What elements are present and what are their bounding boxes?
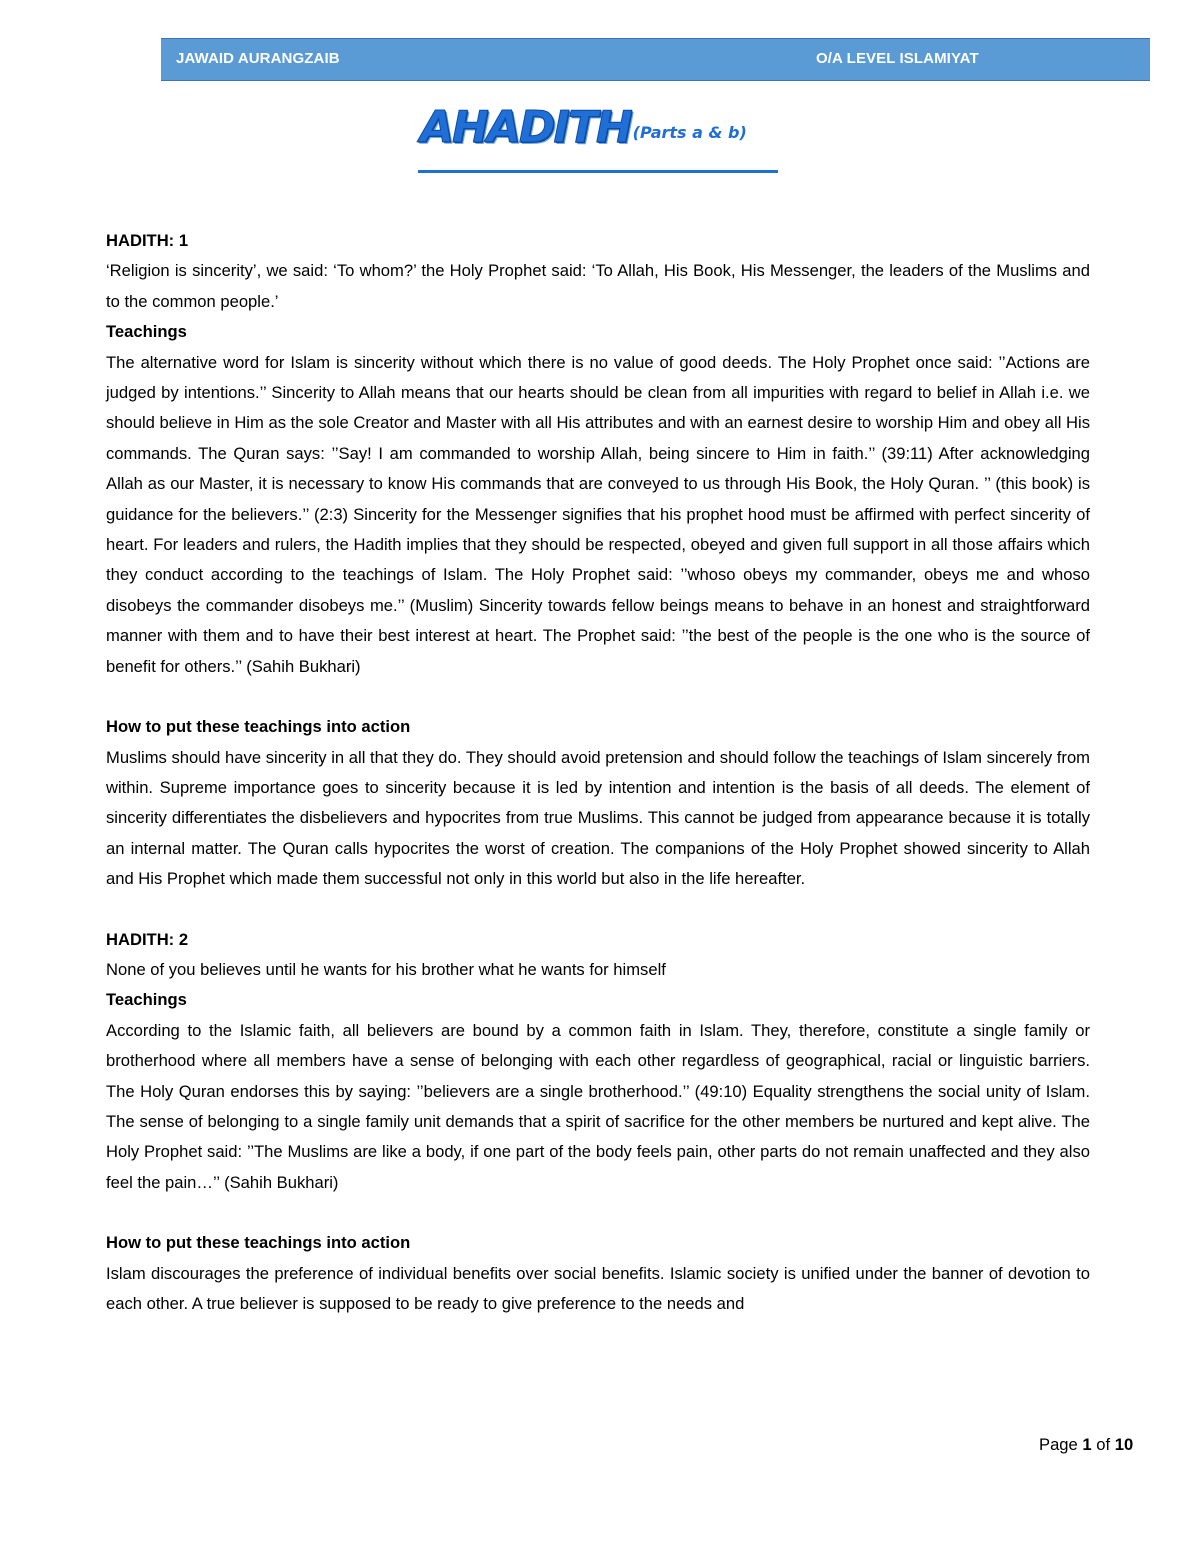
hadith-1-text: ‘Religion is sincerity’, we said: ‘To whom?’ the Holy Prophet said: ‘To Allah, His Book, His Messenger, the leaders of the Muslims and to the common people.’ bbox=[106, 261, 1090, 311]
hadith-1-action-heading: How to put these teachings into action bbox=[106, 717, 411, 737]
hadith-2-action: Islam discourages the preference of individual benefits over social benefits. Islamic society is unified under the banner of devotion to each other. A true believer is supposed to be ready to give preference to the needs and bbox=[106, 1263, 1090, 1313]
header-author: JAWAID AURANGZAIB bbox=[176, 50, 340, 67]
hadith-2-heading: HADITH: 2 bbox=[106, 929, 189, 949]
hadith-2-action-heading: How to put these teachings into action bbox=[106, 1233, 411, 1253]
page-total: 10 bbox=[1114, 1435, 1134, 1454]
hadith-1-section bbox=[106, 226, 1090, 895]
title-main: AHADITH bbox=[420, 102, 631, 153]
spacer bbox=[106, 895, 1090, 925]
header-subject: O/A LEVEL ISLAMIYAT bbox=[816, 50, 979, 67]
spacer bbox=[106, 1198, 1090, 1228]
title-underline bbox=[418, 170, 778, 173]
hadith-1-action: Muslims should have sincerity in all that they do. They should avoid pretension and should follow the teachings of Islam sincerely from within. Supreme importance goes to sincerity because it is led by intention and intention is the basis of all deeds. The element of sincerity differentiates the disbelievers and hypocrites from true Muslims. This cannot be judged from appearance because it is totally an internal matter. The Quran calls hypocrites the worst of creation. The companions of the Holy Prophet showed sincerity to Allah and His Prophet which made them successful not only in this world but also in the life hereafter. bbox=[106, 747, 1090, 889]
hadith-2-section bbox=[106, 925, 1090, 1320]
hadith-2-teachings: According to the Islamic faith, all believers are bound by a common faith in Islam. They, therefore, constitute a single family or brotherhood where all members have a sense of belonging with each other regardless of geographical, racial or linguistic barriers. The Holy Quran endorses this by saying: ’’believers are a single brotherhood.’’ (49:10) Equality strengthens the social unity of Islam. The sense of belonging to a single family unit demands that a spirit of sacrifice for the other members be nurtured and kept alive. The Holy Prophet said: ’’The Muslims are like a body, if one part of the body feels pain, other parts do not remain unaffected and they also feel the pain…’’ (Sahih Bukhari) bbox=[106, 1020, 1090, 1192]
page-current: 1 bbox=[1082, 1435, 1092, 1454]
page-label: Page bbox=[1039, 1435, 1078, 1454]
page-of: of bbox=[1096, 1435, 1111, 1454]
title-sub: (Parts a & b) bbox=[632, 123, 747, 142]
hadith-2-text: None of you believes until he wants for his brother what he wants for himself bbox=[106, 959, 666, 979]
hadith-1-teachings: The alternative word for Islam is sincerity without which there is no value of good deeds. The Holy Prophet once said: ’’Actions are judged by intentions.’’ Sincerity to Allah means that our hearts should be clean from all impurities with regard to belief in Allah i.e. we should believe in Him as the sole Creator and Master with all His attributes and with an earnest desire to worship Him and obey all His commands. The Quran says: ’’Say! I am commanded to worship Allah, being sincere to Him in faith.’’ (39:11) After acknowledging Allah as our Master, it is necessary to know His commands that are conveyed to us through His Book, the Holy Quran. ’’ (this book) is guidance for the believers.’’ (2:3) Sincerity for the Messenger signifies that his prophet hood must be affirmed with perfect sincerity of heart. For leaders and rulers, the Hadith implies that they should be respected, obeyed and given full support in all those affairs which they conduct according to the teachings of Islam. The Holy Prophet said: ’’whoso obeys my commander, obeys me and whoso disobeys the commander disobeys me.’’ (Muslim) Sincerity towards fellow beings means to behave in an honest and straightforward manner with them and to have their best interest at heart. The Prophet said: ’’the best of the people is the one who is the source of benefit for others.’’ (Sahih Bukhari) bbox=[106, 352, 1090, 676]
page-header bbox=[161, 38, 1150, 81]
spacer bbox=[106, 682, 1090, 712]
document-body bbox=[106, 226, 1090, 1319]
hadith-1-teachings-heading: Teachings bbox=[106, 322, 187, 342]
page-number bbox=[1039, 1435, 1133, 1455]
hadith-2-teachings-heading: Teachings bbox=[106, 990, 187, 1010]
hadith-1-heading: HADITH: 1 bbox=[106, 231, 189, 250]
